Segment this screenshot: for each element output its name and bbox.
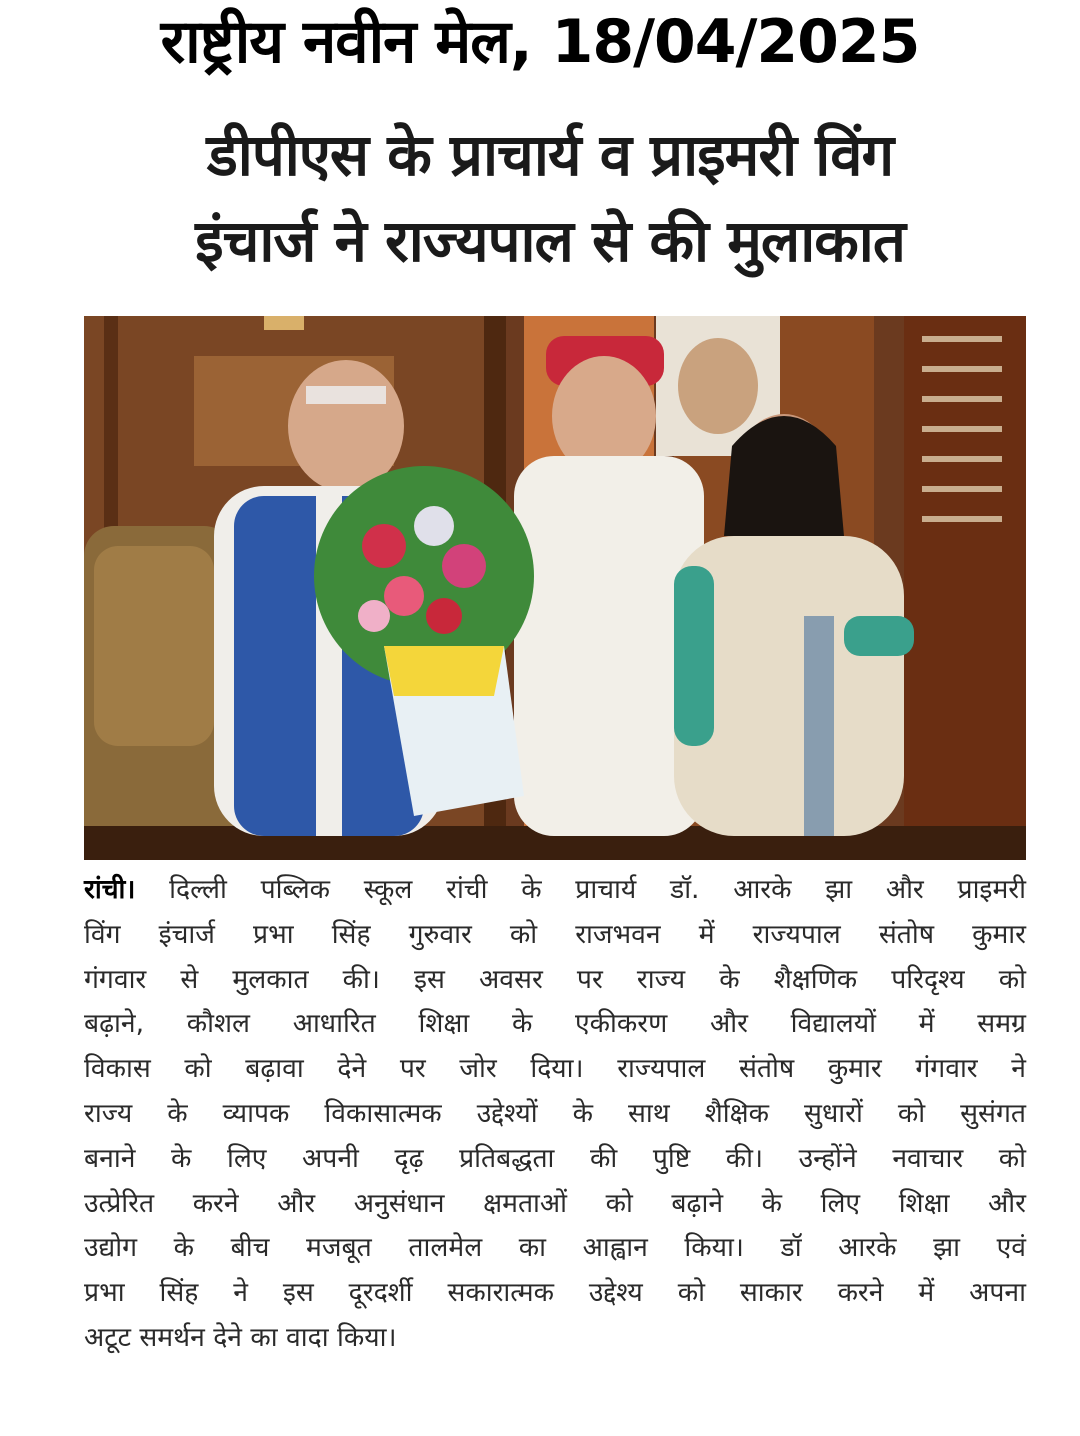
article-line-9: उद्योग के बीच मजबूत तालमेल का आह्वान किया। डॉ आरके झा एवं — [84, 1232, 1026, 1264]
headline-line-1: डीपीएस के प्राचार्य व प्राइमरी विंग — [206, 121, 894, 189]
news-photo — [84, 316, 1026, 860]
article-line-6: राज्य के व्यापक विकासात्मक उद्देश्यों के साथ शैक्षिक सुधारों को सुसंगत — [84, 1097, 1026, 1129]
headline-line-2: इंचार्ज ने राज्यपाल से की मुलाकात — [195, 207, 905, 275]
article-line-3: गंगवार से मुलकात की। इस अवसर पर राज्य के शैक्षणिक परिदृश्य को — [84, 963, 1026, 995]
article-line-2: विंग इंचार्ज प्रभा सिंह गुरुवार को राजभवन में राज्यपाल संतोष कुमार — [84, 918, 1026, 950]
article-line-10: प्रभा सिंह ने इस दूरदर्शी सकारात्मक उद्देश्य को साकार करने में अपना — [84, 1277, 1026, 1309]
article-line-1-text: दिल्ली पब्लिक स्कूल रांची के प्राचार्य डॉ. आरके झा और प्राइमरी — [135, 874, 1026, 905]
article-headline — [60, 112, 1040, 284]
newspaper-masthead: राष्ट्रीय नवीन मेल, 18/04/2025 — [160, 7, 920, 77]
article-line-11: अटूट समर्थन देने का वादा किया। — [84, 1321, 397, 1353]
article-dateline: रांची। — [84, 874, 136, 905]
article-line-8: उत्प्रेरित करने और अनुसंधान क्षमताओं को बढ़ाने के लिए शिक्षा और — [84, 1187, 1026, 1219]
article-line-4: बढ़ाने, कौशल आधारित शिक्षा के एकीकरण और विद्यालयों में समग्र — [84, 1008, 1026, 1040]
article-line-5: विकास को बढ़ावा देने पर जोर दिया। राज्यपाल संतोष कुमार गंगवार ने — [84, 1053, 1026, 1085]
article-line-1 — [84, 868, 1026, 913]
article-line-7: बनाने के लिए अपनी दृढ़ प्रतिबद्धता की पुष्टि की। उन्होंने नवाचार को — [84, 1142, 1026, 1174]
article-body — [84, 868, 1026, 1361]
meeting-photo-illustration — [84, 316, 1026, 860]
